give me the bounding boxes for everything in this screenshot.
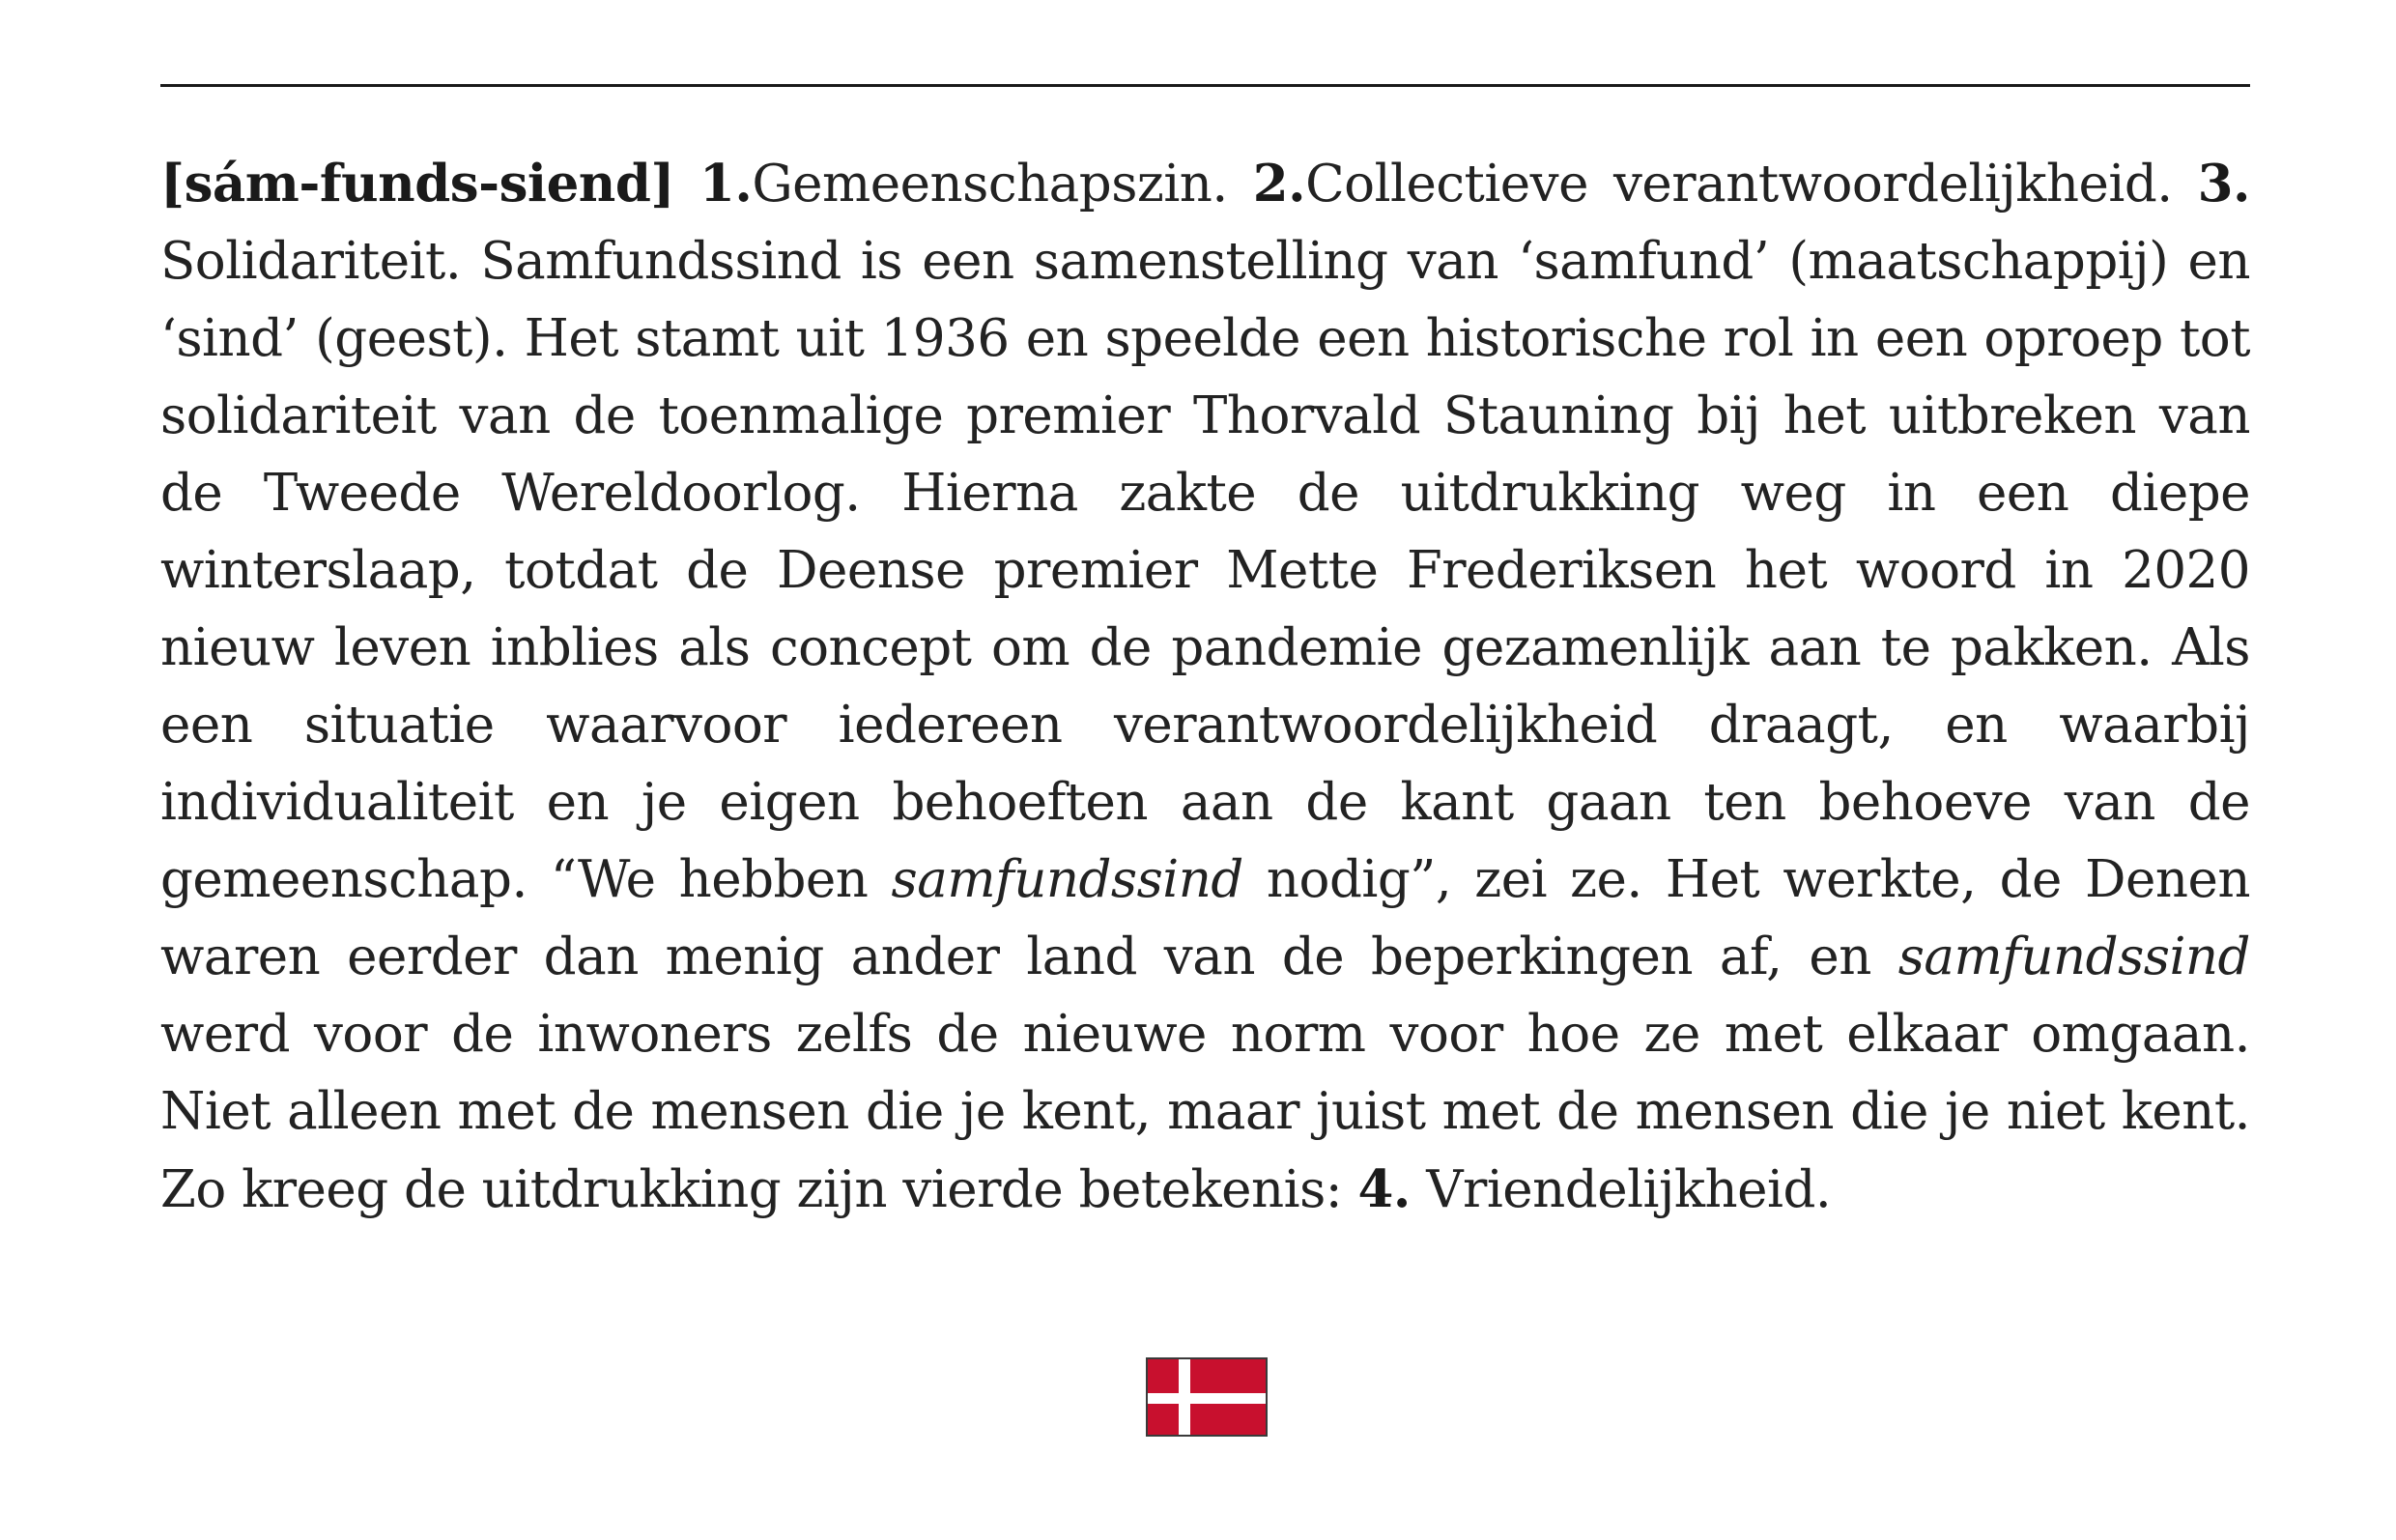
sense-1-text: Gemeenschapszin. (752, 155, 1228, 214)
sense-3-text: Solidariteit. (160, 232, 462, 291)
sense-1-number: 1. (699, 154, 753, 214)
body-text-part-3: werd voor de inwoners zelfs de nieuwe norm voor hoe ze met elkaar omgaan. Niet alleen met de mensen die je kent, maar juist met de mensen die je niet kent. Zo kreeg de uitdrukking zijn vierde betekenis: (160, 1005, 2250, 1219)
italic-term: samfundssind (1897, 927, 2250, 986)
italic-term: samfundssind (891, 850, 1243, 909)
body-text-part-2: nodig”, zei ze. Het werkte, de Denen waren eerder dan menig ander land van de beperkingen af, en (160, 850, 2250, 986)
sense-2-number: 2. (1252, 154, 1306, 214)
dictionary-entry (160, 145, 2250, 1229)
sense-3-number: 3. (2197, 154, 2250, 214)
sense-2-text: Collectieve verantwoordelijkheid. (1305, 155, 2173, 214)
pronunciation: [sám-funds-siend] (160, 154, 674, 214)
body-text-part-1: Samfundssind is een samenstelling van ‘samfund’ (maatschappij) en ‘sind’ (geest). Het stamt uit 1936 en speelde een historische rol in een oproep tot solidariteit van de toenmalige premier Thorvald Stauning bij het uitbreken van de Tweede Wereldoorlog. Hierna zakte de uitdrukking weg in een diepe winterslaap, totdat de Deense premier Mette Frederiksen het woord in 2020 nieuw leven inblies als concept om de pandemie gezamenlijk aan te pakken. Als een situatie waarvoor iedereen verantwoordelijkheid draagt, en waarbij individualiteit en je eigen behoeften aan de kant gaan ten behoeve van de gemeenschap. “We hebben (160, 232, 2250, 909)
sense-4-number: 4. (1357, 1159, 1411, 1219)
flag-cross-horizontal (1148, 1393, 1266, 1404)
sense-4-text: Vriendelijkheid. (1426, 1160, 1832, 1219)
top-divider (160, 84, 2250, 87)
denmark-flag-icon (1146, 1357, 1268, 1437)
